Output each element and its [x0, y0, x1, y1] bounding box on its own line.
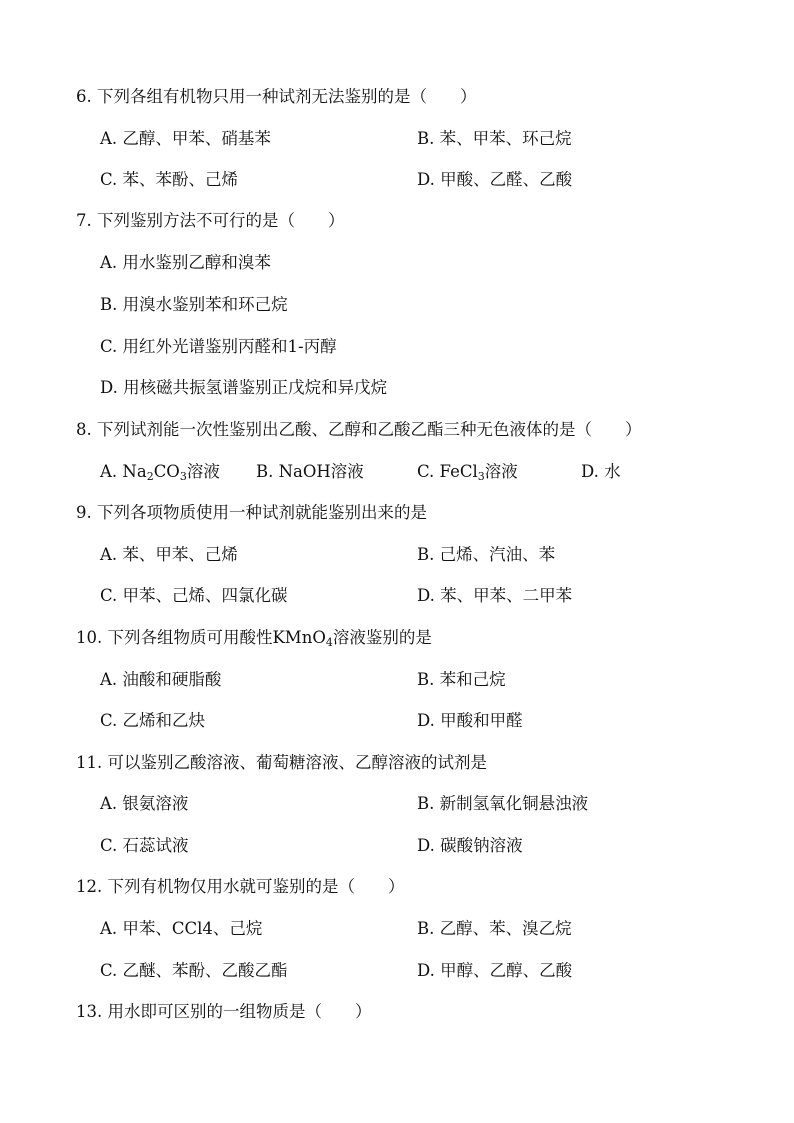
option-a-suffix: 溶液: [186, 462, 220, 481]
question-8-option-b: B. NaOH溶液: [256, 462, 364, 481]
question-12-option-d: D. 甲醇、乙醇、乙酸: [417, 961, 573, 980]
question-6-option-a: A. 乙醇、甲苯、硝基苯: [100, 129, 271, 148]
question-11-option-a: A. 银氨溶液: [100, 794, 189, 813]
question-8-option-c: [417, 461, 518, 488]
stem-suffix: 溶液鉴别的是: [332, 628, 432, 647]
question-9-option-a: A. 苯、甲苯、己烯: [100, 545, 238, 564]
question-8-option-d: D. 水: [581, 462, 621, 481]
question-11-option-d: D. 碳酸钠溶液: [417, 836, 523, 855]
question-10-option-d: D. 甲酸和甲醛: [417, 711, 523, 730]
subscript: 3: [477, 470, 485, 483]
option-c-prefix: C. FeCl: [417, 462, 478, 481]
question-12-option-b: B. 乙醇、苯、溴乙烷: [417, 919, 572, 938]
question-9-option-b: B. 己烯、汽油、苯: [417, 545, 556, 564]
question-8-stem: 8. 下列试剂能一次性鉴别出乙酸、乙醇和乙酸乙酯三种无色液体的是（ ）: [76, 420, 642, 439]
question-7-option-c: C. 用红外光谱鉴别丙醛和1-丙醇: [100, 337, 337, 356]
subscript: 3: [179, 470, 187, 483]
question-6-option-b: B. 苯、甲苯、环己烷: [417, 129, 572, 148]
question-12-option-a: A. 甲苯、CCl4、己烷: [100, 919, 263, 938]
question-6-stem: 6. 下列各组有机物只用一种试剂无法鉴别的是（ ）: [76, 87, 477, 106]
question-11-option-c: C. 石蕊试液: [100, 836, 189, 855]
option-a-formula: CO: [153, 462, 180, 481]
question-9-option-d: D. 苯、甲苯、二甲苯: [417, 586, 573, 605]
question-7-option-b: B. 用溴水鉴别苯和环己烷: [100, 295, 288, 314]
question-12-option-c: C. 乙醚、苯酚、乙酸乙酯: [100, 961, 288, 980]
question-10-option-c: C. 乙烯和乙炔: [100, 711, 206, 730]
question-7-option-a: A. 用水鉴别乙醇和溴苯: [100, 253, 271, 272]
subscript: 2: [146, 470, 154, 483]
question-12-stem: 12. 下列有机物仅用水就可鉴别的是（ ）: [76, 877, 405, 896]
stem-prefix: 10. 下列各组物质可用酸性KMnO: [76, 628, 326, 647]
question-9-stem: 9. 下列各项物质使用一种试剂就能鉴别出来的是: [76, 503, 427, 522]
option-a-prefix: A. Na: [100, 462, 147, 481]
question-13-stem: 13. 用水即可区别的一组物质是（ ）: [76, 1002, 372, 1021]
question-10-stem: [76, 627, 432, 654]
question-10-option-a: A. 油酸和硬脂酸: [100, 670, 222, 689]
option-c-suffix: 溶液: [484, 462, 518, 481]
subscript: 4: [325, 636, 333, 649]
question-10-option-b: B. 苯和己烷: [417, 670, 506, 689]
question-7-option-d: D. 用核磁共振氢谱鉴别正戊烷和异戊烷: [100, 378, 388, 397]
question-9-option-c: C. 甲苯、己烯、四氯化碳: [100, 586, 288, 605]
question-11-option-b: B. 新制氢氧化铜悬浊液: [417, 794, 589, 813]
question-7-stem: 7. 下列鉴别方法不可行的是（ ）: [76, 211, 345, 230]
question-8-option-a: [100, 461, 220, 488]
question-6-option-d: D. 甲酸、乙醛、乙酸: [417, 170, 573, 189]
question-11-stem: 11. 可以鉴别乙酸溶液、葡萄糖溶液、乙醇溶液的试剂是: [76, 753, 487, 772]
question-6-option-c: C. 苯、苯酚、己烯: [100, 170, 239, 189]
